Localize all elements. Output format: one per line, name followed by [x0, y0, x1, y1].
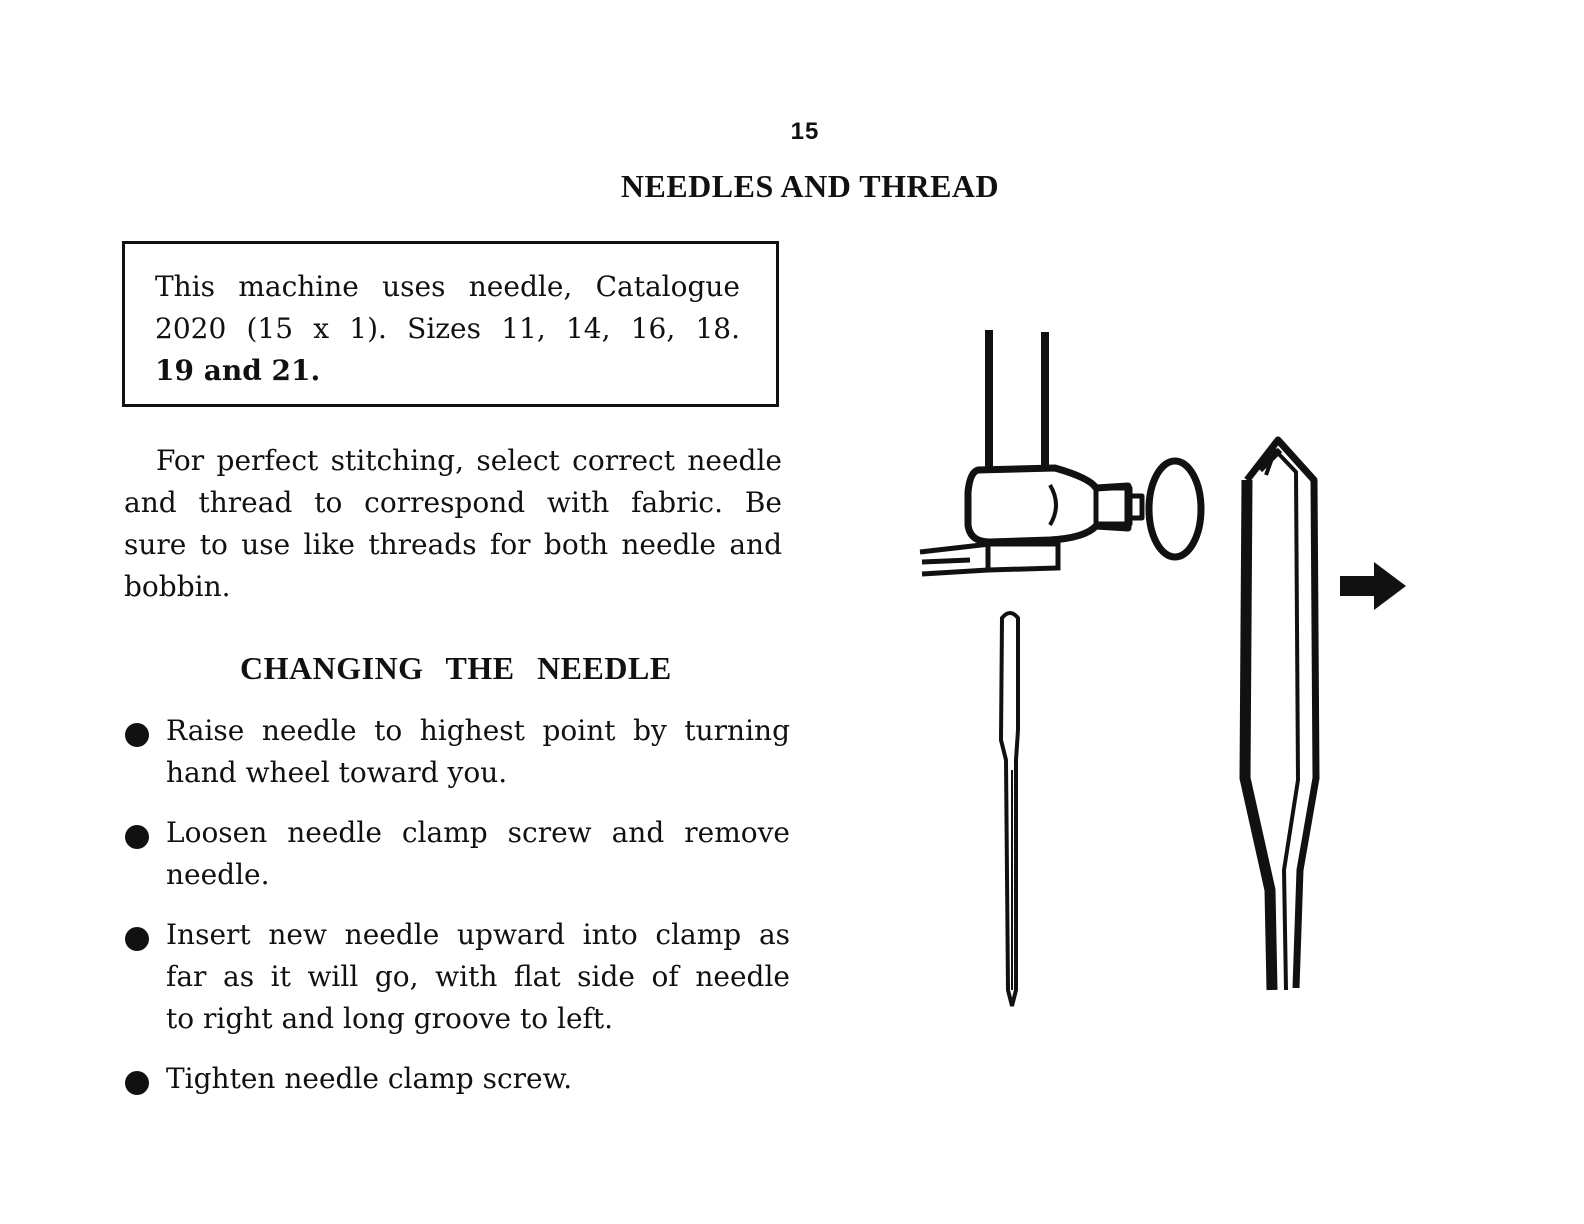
intro-line: sure to use like threads for both needle and: [124, 528, 782, 561]
list-item: [120, 914, 790, 1040]
needle-spec-box: [122, 241, 779, 407]
arrow-right-icon: [1340, 562, 1406, 610]
step-line: needle.: [166, 858, 270, 891]
section-heading: CHANGING THE NEEDLE: [240, 650, 672, 686]
intro-paragraph: [124, 440, 782, 608]
list-item: [120, 1058, 790, 1100]
step-line: far as it will go, with flat side of needle: [166, 960, 790, 993]
spec-line: 19 and 21.: [155, 354, 321, 387]
intro-line: and thread to correspond with fabric. Be: [124, 486, 782, 519]
page-title: NEEDLES AND THREAD: [620, 168, 1000, 204]
step-line: Raise needle to highest point by turning: [166, 714, 790, 747]
step-line: Insert new needle upward into clamp as: [166, 918, 790, 951]
spec-line: This machine uses needle, Catalogue: [155, 270, 740, 303]
step-line: hand wheel toward you.: [166, 756, 508, 789]
bullet-icon: [125, 927, 149, 951]
list-item: [120, 710, 790, 794]
list-item: [120, 812, 790, 896]
intro-line: For perfect stitching, select correct needle: [156, 444, 782, 477]
bullet-icon: [125, 723, 149, 747]
enlarged-needle-icon: [1245, 440, 1316, 990]
step-line: to right and long groove to left.: [166, 1002, 614, 1035]
needle-icon: [1001, 613, 1018, 1006]
presser-foot: [920, 544, 1058, 574]
step-line: Loosen needle clamp screw and remove: [166, 816, 790, 849]
instruction-list: [120, 710, 790, 1118]
intro-line: bobbin.: [124, 570, 231, 603]
step-line: Tighten needle clamp screw.: [166, 1062, 573, 1095]
spec-line: 2020 (15 x 1). Sizes 11, 14, 16, 18.: [155, 312, 740, 345]
bullet-icon: [125, 825, 149, 849]
page-number: 15: [790, 118, 820, 145]
needle-bar: [989, 330, 1045, 468]
needle-illustration: [900, 300, 1440, 1040]
bullet-icon: [125, 1071, 149, 1095]
